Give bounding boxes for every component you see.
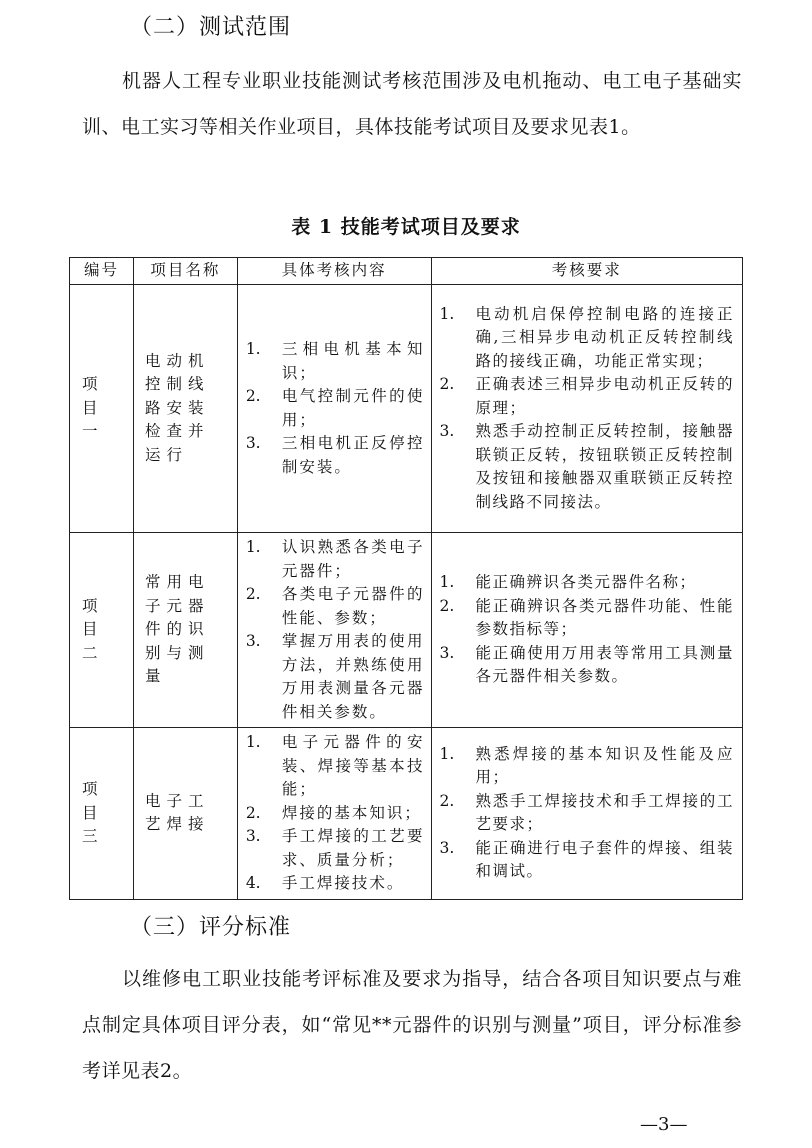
list-number: 3.: [439, 838, 455, 857]
requirement-item-text: 能正确辨识各类元器件功能、性能参数指标等；: [475, 596, 734, 639]
header-cell-id: 编号: [70, 258, 134, 285]
requirement-item-text: 正确表述三相异步电动机正反转的原理；: [475, 375, 734, 417]
requirement-item: [440, 642, 734, 689]
content-item: [246, 385, 425, 432]
test-scope-paragraph: 机器人工程专业职业技能测试考核范围涉及电机拖动、电工电子基础实训、电工实习等相关作业项目，具体技能考试项目及要求见表1。: [82, 70, 742, 138]
requirement-item-text: 能正确进行电子套件的焊接、组装和调试。: [475, 838, 734, 881]
requirement-item: [440, 595, 734, 642]
item-id-cell: 项目三: [70, 728, 134, 900]
list-number: 1.: [245, 733, 261, 751]
requirement-item-text: 熟悉手工焊接技术和手工焊接的工艺要求；: [475, 791, 734, 834]
content-item-text: 三相电机正反停控制安装。: [281, 434, 425, 476]
list-number: 3.: [245, 632, 261, 650]
list-number: 1.: [439, 304, 455, 323]
list-number: 1.: [245, 340, 261, 358]
content-item-text: 各类电子元器件的性能、参数；: [281, 585, 425, 627]
requirement-item: [440, 571, 734, 595]
item-name-cell: 电子工艺焊接: [133, 728, 237, 900]
content-item-text: 电子元器件的安装、焊接等基本技能；: [281, 733, 425, 798]
requirement-item-text: 能正确辨识各类元器件名称；: [475, 573, 697, 592]
table-header-row: [70, 258, 743, 285]
requirement-item-text: 熟悉手动控制正反转控制，接触器联锁正反转，按钮联锁正反转控制及按钮和接触器双重联锁正反转控制线路不同接法。: [475, 422, 734, 511]
assessment-content-cell: [237, 285, 431, 533]
requirement-item-text: 电动机启保停控制电路的连接正确,三相异步电动机正反转控制线路的接线正确，功能正常实现；: [475, 304, 734, 370]
requirement-item: [440, 790, 734, 837]
content-item: [246, 536, 425, 583]
item-name-cell: 常用电子元器件的识别与测量: [133, 533, 237, 728]
content-item: [246, 432, 425, 479]
list-number: 4.: [245, 874, 261, 892]
list-number: 3.: [439, 422, 455, 441]
list-number: 2.: [245, 387, 261, 405]
content-item: [246, 630, 425, 724]
list-number: 2.: [439, 375, 455, 394]
assessment-requirements-cell-list: [440, 571, 734, 689]
content-item: [246, 872, 425, 896]
content-item-text: 电气控制元件的使用；: [281, 387, 425, 429]
assessment-content-cell: [237, 533, 431, 728]
list-number: 3.: [439, 643, 455, 662]
assessment-content-cell-list: [246, 731, 425, 896]
requirement-item: [440, 303, 734, 374]
content-item-text: 焊接的基本知识；: [281, 803, 422, 822]
header-cell-name: 项目名称: [133, 258, 237, 285]
assessment-requirements-cell: [431, 533, 742, 728]
assessment-requirements-cell: [431, 728, 742, 900]
skills-requirements-table: [69, 257, 743, 900]
requirement-item: [440, 743, 734, 790]
content-item-text: 三相电机基本知识；: [281, 340, 425, 382]
content-item-text: 认识熟悉各类电子元器件；: [281, 538, 425, 580]
page-number: —3—: [640, 1114, 688, 1135]
scoring-paragraph: 以维修电工职业技能考评标准及要求为指导，结合各项目知识要点与难点制定具体项目评分表，如“常见**元器件的识别与测量”项目，评分标准参考详见表2。: [82, 968, 742, 1082]
item-name-cell: 电动机控制线路安装检查并运行: [133, 285, 237, 533]
content-item: [246, 731, 425, 802]
list-number: 1.: [439, 744, 455, 763]
list-number: 2.: [439, 596, 455, 615]
content-item: [246, 802, 425, 826]
list-number: 2.: [245, 803, 261, 822]
assessment-content-cell-list: [246, 536, 425, 724]
list-number: 3.: [245, 827, 261, 845]
list-number: 2.: [245, 585, 261, 603]
assessment-requirements-cell-list: [440, 743, 734, 884]
assessment-requirements-cell-list: [440, 303, 734, 515]
requirement-item-text: 能正确使用万用表等常用工具测量各元器件相关参数。: [475, 643, 734, 686]
assessment-content-cell: [237, 728, 431, 900]
requirement-item: [440, 837, 734, 884]
list-number: 3.: [245, 434, 261, 452]
section-heading-test-scope: （二）测试范围: [130, 15, 292, 40]
content-item: [246, 338, 425, 385]
section-heading-scoring: （三）评分标准: [130, 915, 292, 940]
table-row: [70, 728, 743, 900]
list-number: 1.: [245, 538, 261, 556]
item-id-cell: 项目一: [70, 285, 134, 533]
content-item-text: 手工焊接的工艺要求、质量分析；: [281, 827, 425, 869]
requirement-item: [440, 373, 734, 420]
list-number: 1.: [439, 573, 455, 592]
content-item: [246, 825, 425, 872]
list-number: 2.: [439, 791, 455, 810]
content-item: [246, 583, 425, 630]
requirement-item-text: 熟悉焊接的基本知识及性能及应用；: [475, 744, 734, 787]
header-cell-content: 具体考核内容: [237, 258, 431, 285]
assessment-requirements-cell: [431, 285, 742, 533]
requirement-item: [440, 420, 734, 514]
header-cell-requirements: 考核要求: [431, 258, 742, 285]
table-row: [70, 285, 743, 533]
table-row: [70, 533, 743, 728]
table-caption: 表 1 技能考试项目及要求: [291, 216, 521, 238]
assessment-content-cell-list: [246, 338, 425, 479]
table-body: [70, 285, 743, 900]
content-item-text: 手工焊接技术。: [281, 874, 405, 892]
content-item-text: 掌握万用表的使用方法，并熟练使用万用表测量各元器件相关参数。: [281, 632, 425, 721]
item-id-cell: 项目二: [70, 533, 134, 728]
